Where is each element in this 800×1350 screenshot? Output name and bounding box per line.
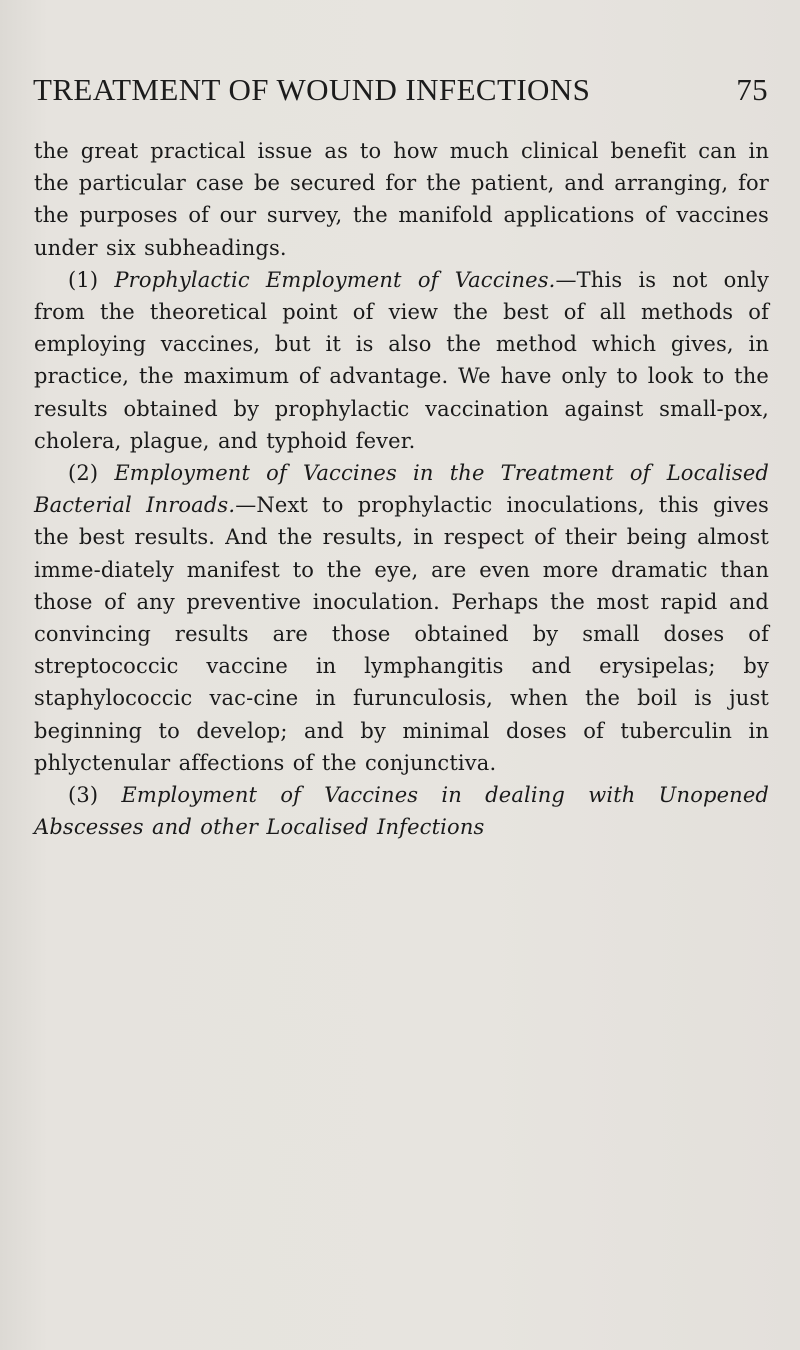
paragraph-text: —Next to prophylactic inoculations, this gives the best results. And the results, in respect of their being almost imme-diately manifest to the eye, are even more dramatic than those of any preventive inoculation. Perhaps the most rapid and convincing results are those obtained by small doses of streptococcic vaccine in lymphangitis and erysipelas; by staphylococcic vac-cine in furunculosis, when the boil is just beginning to develop; and by minimal doses of tuberculin in phlyctenular affections of the conjunctiva. (34, 493, 769, 775)
running-head (33, 72, 768, 112)
paragraph-text: the great practical issue as to how much clinical benefit can in the particular case be secured for the patient, and arranging, for the purposes of our survey, the manifold applications of vaccines under six subheadings. (34, 139, 769, 260)
section-number: (3) (68, 783, 99, 808)
page-number: 75 (736, 72, 768, 107)
running-title: TREATMENT OF WOUND INFECTIONS (33, 72, 591, 107)
section-number: (2) (68, 461, 99, 486)
section-number: (1) (68, 267, 99, 292)
paragraph-section-3 (34, 779, 769, 843)
paragraph-continuation (34, 135, 769, 264)
section-heading: Prophylactic Employment of Vaccines. (114, 267, 556, 292)
paragraph-section-1 (34, 264, 769, 457)
section-heading: Employment of Vaccines in dealing with Unopened Abscesses and other Localised Infections (34, 783, 770, 840)
body-text (34, 135, 769, 843)
paragraph-text: —This is not only from the theoretical point of view the best of all methods of employing vaccines, but it is also the method which gives, in practice, the maximum of advantage. We have only to look to the results obtained by prophylactic vaccination against small-pox, cholera, plague, and typhoid fever. (34, 267, 770, 453)
section-heading: Employment of Vaccines in the Treatment of Localised Bacterial Inroads. (34, 461, 769, 518)
paragraph-section-2 (34, 457, 769, 779)
